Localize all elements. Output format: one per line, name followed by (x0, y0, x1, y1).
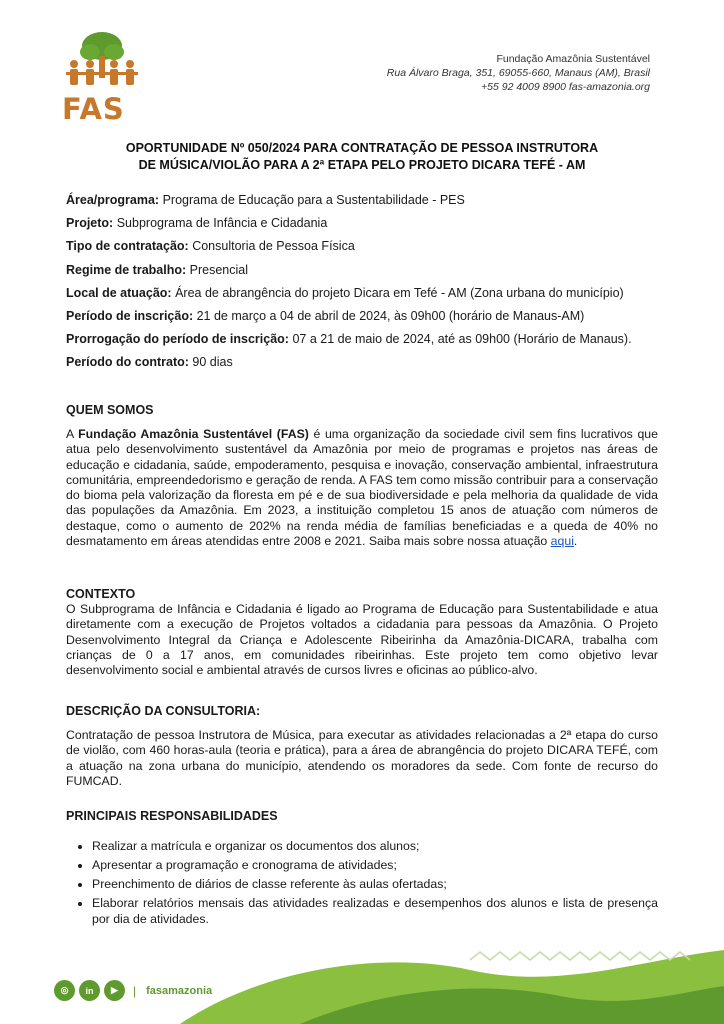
youtube-icon[interactable]: ▶ (104, 980, 125, 1001)
list-item: • Realizar a matrícula e organizar os documentos dos alunos; (92, 838, 658, 854)
section-heading: PRINCIPAIS RESPONSABILIDADES (66, 809, 278, 823)
org-contact: +55 92 4009 8900 fas-amazonia.org (481, 81, 650, 93)
list-item: • Apresentar a programação e cronograma de atividades; (92, 857, 658, 873)
field-label: Local de atuação: (66, 285, 172, 300)
instagram-icon[interactable]: ◎ (54, 980, 75, 1001)
body-end: . (573, 534, 578, 549)
field-label: Prorrogação do período de inscrição: (66, 332, 289, 347)
logo-wordmark: FAS (62, 92, 125, 126)
field-regime (66, 259, 666, 282)
field-label: Tipo de contratação: (66, 239, 189, 254)
footer-separator: | (133, 983, 137, 998)
body-text: é uma organização da sociedade civil sem fins lucrativos que atua pelo desenvolvimento sustentável da Amazônia por meio de programas e projetos nas áreas de educação e cidadania, saúde, empoderamento, pesquisa e inovação, conservação ambiental, infraestrutura comunitária, empreendedorismo e geração de renda. A FAS tem como missão contribuir para a conservação do bioma pela valorização da floresta em pé e de sua biodiversidade e pela melhoria da qualidade de vida das populações da Amazônia. Em 2023, a instituição completou 15 anos de atuação com números de destaque, como o aumento de 202% na renda média de famílias beneficiadas e a queda de 40% no desmatamento em áreas atendidas entre 2008 e 2021. Saiba mais sobre nossa atuação (66, 427, 658, 549)
section-heading: QUEM SOMOS (66, 403, 154, 417)
section-quem-somos (66, 402, 658, 549)
field-projeto (66, 212, 666, 235)
footer-decoration (0, 930, 724, 1024)
field-value: Subprograma de Infância e Cidadania (113, 216, 328, 231)
title-line-1: OPORTUNIDADE Nº 050/2024 PARA CONTRATAÇÃO DE PESSOA INSTRUTORA (125, 141, 599, 155)
field-area (66, 189, 666, 212)
body-prefix: A (66, 427, 79, 441)
field-label: Período de inscrição: (66, 309, 194, 324)
org-info (387, 52, 650, 94)
field-value: 21 de março a 04 de abril de 2024, às 09h00 (horário de Manaus-AM) (193, 309, 585, 324)
org-name-bold: Fundação Amazônia Sustentável (FAS) (78, 427, 309, 441)
list-item: • Preenchimento de diários de classe referente às aulas ofertadas; (92, 876, 658, 892)
section-body (66, 427, 658, 549)
field-label: Projeto: (66, 216, 114, 231)
section-body: O Subprograma de Infância e Cidadania é ligado ao Programa de Educação para Sustentabilidade e atua diretamente com a execução de Projetos voltados a cidadania para pessoas da Amazônia. O Projeto Desenvolvimento Integral da Criança e Adolescente Ribeirinha da Amazônia-DICARA, trabalha com crianças de 0 a 17 anos, em comunidades ribeirinhas. Este projeto tem como objetivo levar desenvolvimento social e ambiental através de cursos livres e oficinas ao público-alvo. (66, 602, 658, 678)
social-links (54, 980, 212, 1001)
responsibilities-list (66, 838, 658, 927)
field-value: Presencial (186, 262, 249, 277)
info-fields (66, 189, 666, 375)
title-line-2: DE MÚSICA/VIOLÃO PARA A 2ª ETAPA PELO PROJETO DICARA TEFÉ - AM (138, 158, 586, 172)
linkedin-icon[interactable]: in (79, 980, 100, 1001)
section-descricao (66, 703, 658, 789)
field-value: Área de abrangência do projeto Dicara em Tefé - AM (Zona urbana do município) (171, 285, 624, 300)
learn-more-link[interactable]: aqui (550, 534, 574, 549)
field-label: Área/programa: (66, 193, 160, 207)
field-label: Período do contrato: (66, 355, 189, 370)
section-body: Contratação de pessoa Instrutora de Música, para executar as atividades relacionadas a 2ª etapa do curso de violão, com 460 horas-aula (teoria e prática), para a área de abrangência do projeto DICARA TEFÉ, com a atuação na zona urbana do município, atendendo os moradores da sede. Com fonte de recurso do FUMCAD. (66, 728, 658, 788)
section-responsabilidades (66, 808, 658, 930)
field-value: 07 a 21 de maio de 2024, até as 09h00 (Horário de Manaus). (288, 332, 632, 347)
field-label: Regime de trabalho: (66, 262, 187, 277)
field-tipo (66, 235, 666, 258)
field-value: 90 dias (188, 355, 233, 370)
field-contrato (66, 351, 666, 374)
field-value: Programa de Educação para a Sustentabilidade - PES (159, 193, 465, 207)
section-contexto (66, 586, 658, 678)
field-local (66, 282, 666, 305)
document-title (0, 140, 724, 174)
field-value: Consultoria de Pessoa Física (188, 239, 355, 254)
field-prorrogacao (66, 328, 666, 351)
social-handle: fasamazonia (146, 984, 213, 997)
list-item: • Elaborar relatórios mensais das atividades realizadas e desempenhos dos alunos e lista de presença por dia de atividades. (92, 895, 658, 927)
section-heading: DESCRIÇÃO DA CONSULTORIA: (66, 704, 261, 718)
section-heading: CONTEXTO (66, 587, 136, 601)
org-address: Rua Álvaro Braga, 351, 69055-660, Manaus (AM), Brasil (386, 67, 650, 79)
org-name: Fundação Amazônia Sustentável (496, 53, 650, 65)
field-inscricao (66, 305, 666, 328)
